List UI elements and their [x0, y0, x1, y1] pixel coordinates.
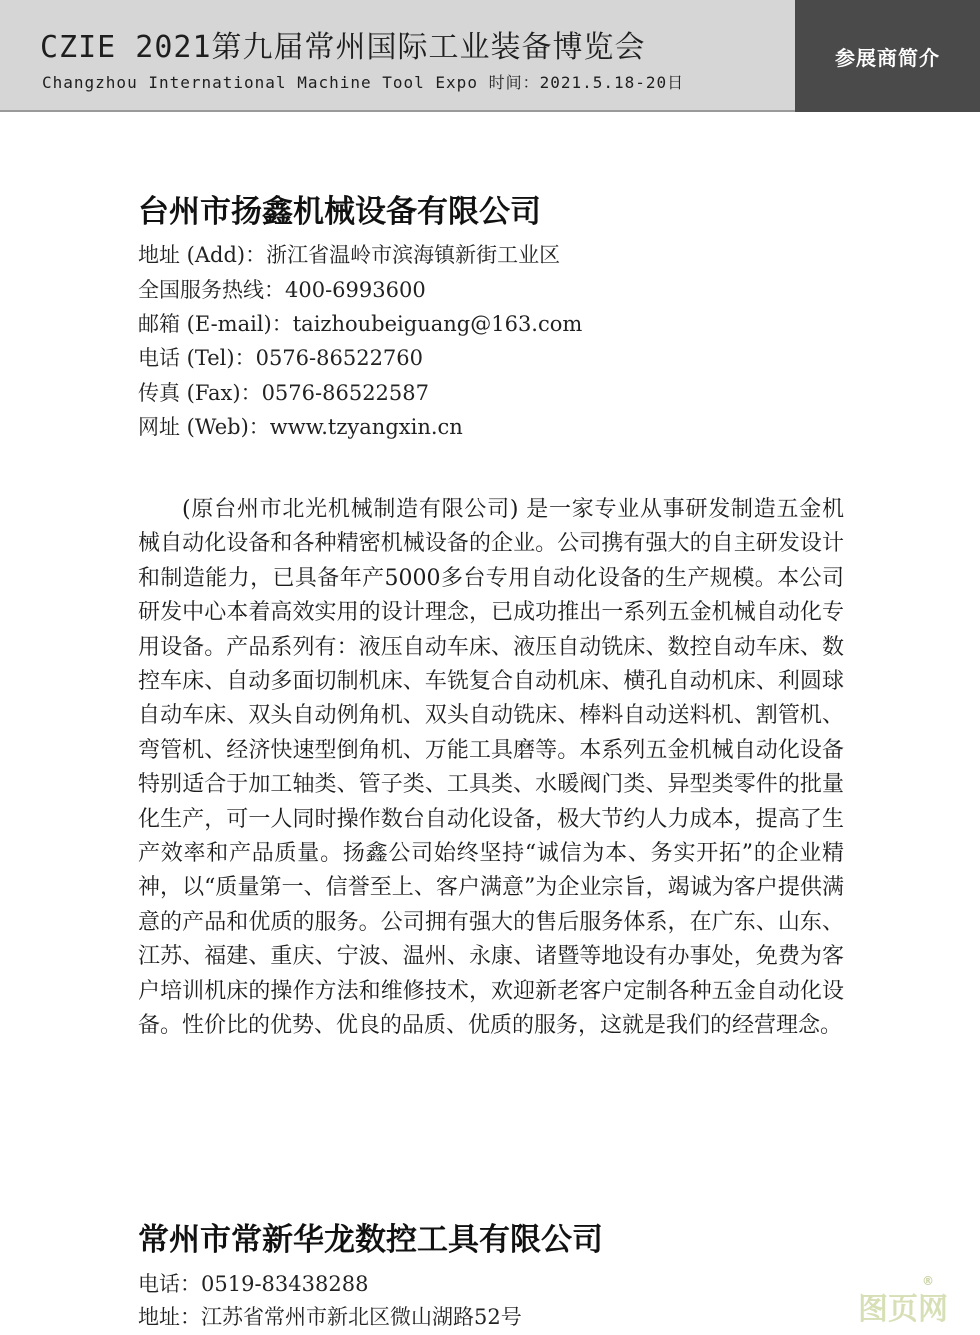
page-header — [0, 0, 980, 112]
company2-tel: 电话：0519-83438288 — [138, 1272, 369, 1296]
registered-mark: ® — [922, 1274, 934, 1288]
company1-email: 邮箱 (E-mail)：taizhoubeiguang@163.com — [138, 312, 583, 336]
company1-description: (原台州市北光机械制造有限公司) 是一家专业从事研发制造五金机械自动化设备和各种精密机械设备的企业。公司携有强大的自主研发设计和制造能力，已具备年产5000多台专用自动化设备的生产规模。本公司研发中心本着高效实用的设计理念，已成功推出一系列五金机械自动化专用设备。产品系列有：液压自动车床、液压自动铣床、数控自动车床、数控车床、自动多面切制机床、车铣复合自动机床、横孔自动机床、利圆球自动车床、双头自动例角机、双头自动铣床、棒料自动送料机、割管机、弯管机、经济快速型倒角机、万能工具磨等。本系列五金机械自动化设备特别适合于加工轴类、管子类、工具类、水暖阀门类、异型类零件的批量化生产，可一人同时操作数台自动化设备，极大节约人力成本，提高了生产效率和产品质量。扬鑫公司始终坚持“诚信为本、务实开拓”的企业精神，以“质量第一、信誉至上、客户满意”为企业宗旨，竭诚为客户提供满意的产品和优质的服务。公司拥有强大的售后服务体系，在广东、山东、江苏、福建、重庆、宁波、温州、永康、诸暨等地设有办事处，免费为客户培训机床的操作方法和维修技术，欢迎新老客户定制各种五金自动化设备。性价比的优势、优良的品质、优质的服务，这就是我们的经营理念。 — [138, 497, 844, 1039]
expo-title: CZIE 2021第九届常州国际工业装备博览会 — [40, 30, 646, 65]
section-tab: 参展商简介 — [795, 0, 980, 112]
watermark-logo — [858, 1274, 948, 1328]
company1-address: 地址 (Add)：浙江省温岭市滨海镇新街工业区 — [138, 243, 561, 267]
expo-subtitle: Changzhou International Machine Tool Expo 时间：2021.5.18-20日 — [42, 73, 685, 92]
company1-web: 网址 (Web)：www.tzyangxin.cn — [138, 415, 463, 439]
company2-name: 常州市常新华龙数控工具有限公司 — [138, 1222, 603, 1258]
watermark-text: 图页网 — [858, 1292, 948, 1327]
company1-hotline: 全国服务热线：400-6993600 — [138, 278, 426, 302]
company1-name: 台州市扬鑫机械设备有限公司 — [138, 194, 541, 230]
company1-tel: 电话 (Tel)：0576-86522760 — [138, 346, 424, 370]
company2-address: 地址：江苏省常州市新北区微山湖路52号 — [138, 1305, 522, 1329]
company1-fax: 传真 (Fax)：0576-86522587 — [138, 381, 429, 405]
